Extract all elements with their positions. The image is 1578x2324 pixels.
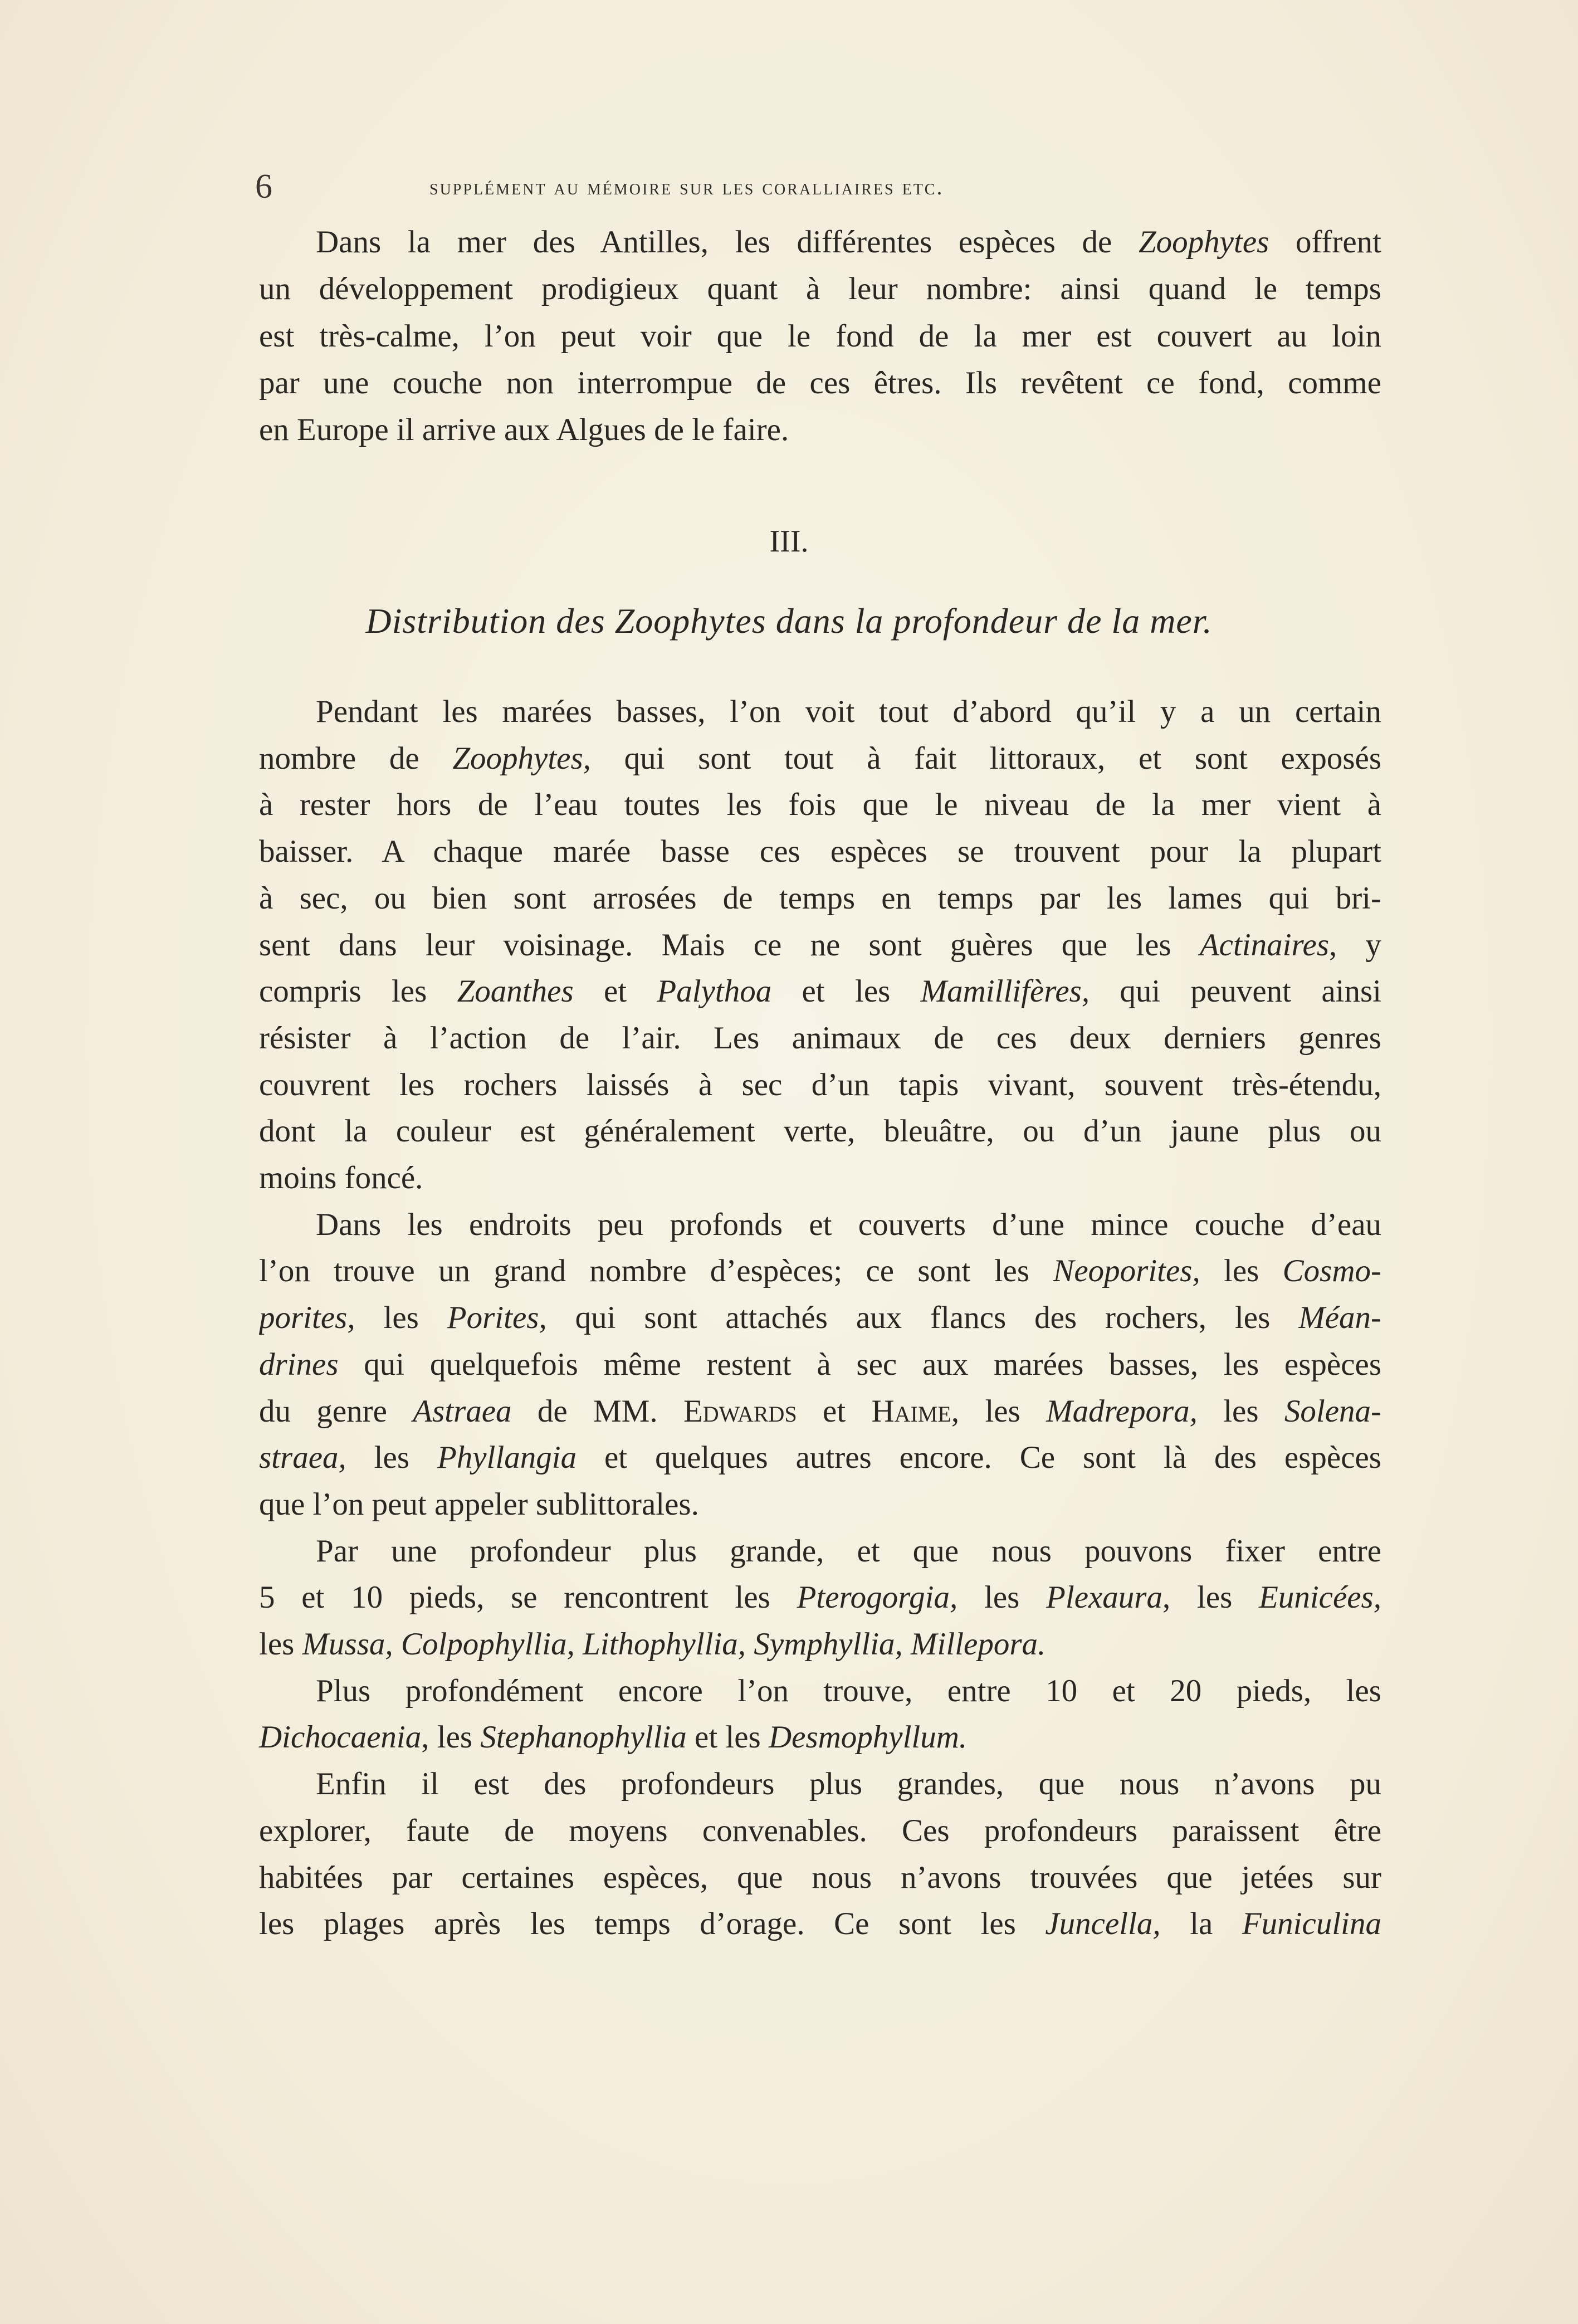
text-run: du genre: [259, 1393, 413, 1429]
text-line: [259, 1718, 1381, 1757]
italic-term: Actinaires: [1199, 927, 1330, 963]
text-line: [259, 879, 1381, 918]
text-line: [259, 1252, 1381, 1291]
italic-term: drines: [259, 1346, 339, 1382]
text-line: [259, 739, 1381, 778]
italic-term: Stephanophyllia: [480, 1720, 687, 1755]
section-title: Distribution des Zoophytes dans la profondeur de la mer.: [365, 601, 1213, 641]
text-run: Pendant les marées basses, l’on voit tout d’abord qu’il y a un certain: [316, 694, 1381, 729]
text-run: à rester hors de l’eau toutes les fois que le niveau de la mer vient à: [259, 787, 1381, 823]
text-line: [259, 1438, 1381, 1477]
italic-term: Zoophytes,: [452, 740, 591, 776]
text-run: les: [355, 1300, 447, 1336]
text-line: [259, 364, 1381, 403]
text-line: [259, 1905, 1381, 1944]
italic-term: Zoophytes: [1138, 224, 1269, 260]
text-run: habitées par certaines espèces, que nous n’avons trouvées que jetées sur: [259, 1859, 1381, 1895]
text-line: [259, 411, 1381, 450]
italic-term: Palythoa: [657, 974, 772, 1009]
italic-term: Astraea: [413, 1393, 512, 1429]
text-run: les: [1197, 1393, 1284, 1429]
text-run: qui quelquefois même restent à sec aux marées basses, les espèces: [338, 1346, 1381, 1382]
text-line: [259, 1298, 1381, 1337]
text-run: Dans les endroits peu profonds et couverts d’une mince couche d’eau: [316, 1207, 1381, 1242]
text-run: les: [259, 1627, 302, 1662]
text-run: à sec, ou bien sont arrosées de temps en temps par les lames qui bri-: [259, 880, 1381, 916]
italic-term: Desmophyllum.: [768, 1720, 968, 1755]
text-run: qui sont tout à fait littoraux, et sont exposés: [590, 740, 1381, 776]
text-run: que l’on peut appeler sublittorales.: [259, 1486, 699, 1522]
italic-term: Phyllangia: [437, 1440, 577, 1476]
text-run: un développement prodigieux quant à leur nombre: ainsi quand le temps: [259, 271, 1381, 307]
page-number: 6: [255, 168, 272, 206]
text-run: nombre de: [259, 740, 453, 776]
italic-term: Juncella,: [1045, 1906, 1161, 1942]
italic-term: Funiculina: [1242, 1906, 1381, 1942]
text-run: moins foncé.: [259, 1160, 423, 1195]
text-line: [259, 1112, 1381, 1151]
text-run: de MM.: [511, 1393, 683, 1429]
text-line: [259, 832, 1381, 871]
text-line: [259, 270, 1381, 309]
text-line: [259, 785, 1381, 824]
text-line: [259, 1159, 1381, 1198]
text-run: les: [1200, 1253, 1283, 1289]
text-run: Plus profondément encore l’on trouve, entre 10 et 20 pieds, les: [316, 1673, 1381, 1708]
italic-term: Dichocaenia: [259, 1720, 422, 1755]
text-line: [259, 1672, 1381, 1711]
author-name: Haime: [871, 1393, 951, 1429]
text-run: , les: [951, 1393, 1047, 1429]
italic-term: Neoporites,: [1053, 1253, 1200, 1289]
text-run: Enfin il est des profondeurs plus grandes, que nous n’avons pu: [316, 1766, 1381, 1802]
text-run: sent dans leur voisinage. Mais ce ne sont guères que les: [259, 927, 1200, 963]
text-line: [259, 1625, 1381, 1664]
text-line: [259, 1485, 1381, 1524]
text-run: et quelques autres encore. Ce sont là des espèces: [577, 1440, 1381, 1476]
italic-term: Mamillifères,: [920, 974, 1090, 1009]
italic-term: porites,: [259, 1300, 355, 1336]
text-run: Par une profondeur plus grande, et que nous pouvons fixer entre: [316, 1533, 1381, 1569]
text-run: résister à l’action de l’air. Les animaux de ces deux derniers genres: [259, 1020, 1381, 1056]
italic-term: Plexaura: [1046, 1580, 1162, 1615]
text-run: 5 et 10 pieds, se rencontrent les: [259, 1580, 797, 1615]
italic-term: Pterogorgia,: [797, 1580, 958, 1615]
text-line: [259, 926, 1381, 965]
author-name: Edwards: [683, 1393, 797, 1429]
text-run: explorer, faute de moyens convenables. Ces profondeurs paraissent être: [259, 1813, 1381, 1848]
italic-term: Méan-: [1298, 1300, 1381, 1336]
italic-term: Eunicées,: [1259, 1580, 1381, 1615]
text-run: et: [573, 974, 657, 1009]
text-line: [259, 1019, 1381, 1058]
text-run: qui peuvent ainsi: [1090, 974, 1381, 1009]
text-run: baisser. A chaque marée basse ces espèces se trouvent pour la plupart: [259, 834, 1381, 870]
italic-term: Cosmo-: [1282, 1253, 1381, 1289]
text-run: les: [346, 1440, 437, 1476]
text-run: les plages après les temps d’orage. Ce sont les: [259, 1906, 1046, 1942]
running-title: supplément au mémoire sur les coralliaires etc.: [429, 174, 944, 199]
text-line: [259, 1532, 1381, 1571]
text-run: l’on trouve un grand nombre d’espèces; ce sont les: [259, 1253, 1053, 1289]
text-line: [259, 1812, 1381, 1851]
italic-term: Porites,: [447, 1300, 547, 1336]
text-line: [259, 1765, 1381, 1804]
text-run: , les: [1162, 1580, 1259, 1615]
text-line: [259, 1066, 1381, 1105]
text-run: et les: [686, 1720, 769, 1755]
text-line: [259, 1392, 1381, 1431]
text-run: compris les: [259, 974, 457, 1009]
text-run: , les: [421, 1720, 481, 1755]
text-run: la: [1160, 1906, 1242, 1942]
text-line: [259, 1858, 1381, 1897]
text-line: [259, 692, 1381, 731]
text-line: [259, 1205, 1381, 1244]
text-line: [259, 317, 1381, 356]
text-run: en Europe il arrive aux Algues de le faire.: [259, 412, 789, 448]
text-line: [259, 1578, 1381, 1617]
text-line: [259, 1345, 1381, 1384]
text-run: , y: [1329, 927, 1381, 963]
text-line: [259, 223, 1381, 262]
text-run: Dans la mer des Antilles, les différentes espèces de: [316, 224, 1139, 260]
italic-term: Zoanthes: [457, 974, 574, 1009]
text-run: couvrent les rochers laissés à sec d’un tapis vivant, souvent très-étendu,: [259, 1067, 1381, 1102]
italic-term: Solena-: [1284, 1393, 1381, 1429]
text-run: offrent: [1269, 224, 1381, 260]
text-run: qui sont attachés aux flancs des rochers, les: [546, 1300, 1299, 1336]
text-run: est très-calme, l’on peut voir que le fond de la mer est couvert au loin: [259, 318, 1381, 354]
italic-term: straea,: [259, 1440, 346, 1476]
text-line: [259, 972, 1381, 1011]
italic-term: Mussa, Colpophyllia, Lithophyllia, Symphyllia, Millepora.: [302, 1627, 1046, 1662]
text-run: les: [957, 1580, 1047, 1615]
italic-term: Madrepora,: [1046, 1393, 1198, 1429]
text-run: par une couche non interrompue de ces êtres. Ils revêtent ce fond, comme: [259, 365, 1381, 401]
section-number: III.: [769, 524, 809, 559]
text-run: et les: [771, 974, 921, 1009]
text-run: dont la couleur est généralement verte, bleuâtre, ou d’un jaune plus ou: [259, 1114, 1381, 1149]
text-run: et: [797, 1393, 872, 1429]
